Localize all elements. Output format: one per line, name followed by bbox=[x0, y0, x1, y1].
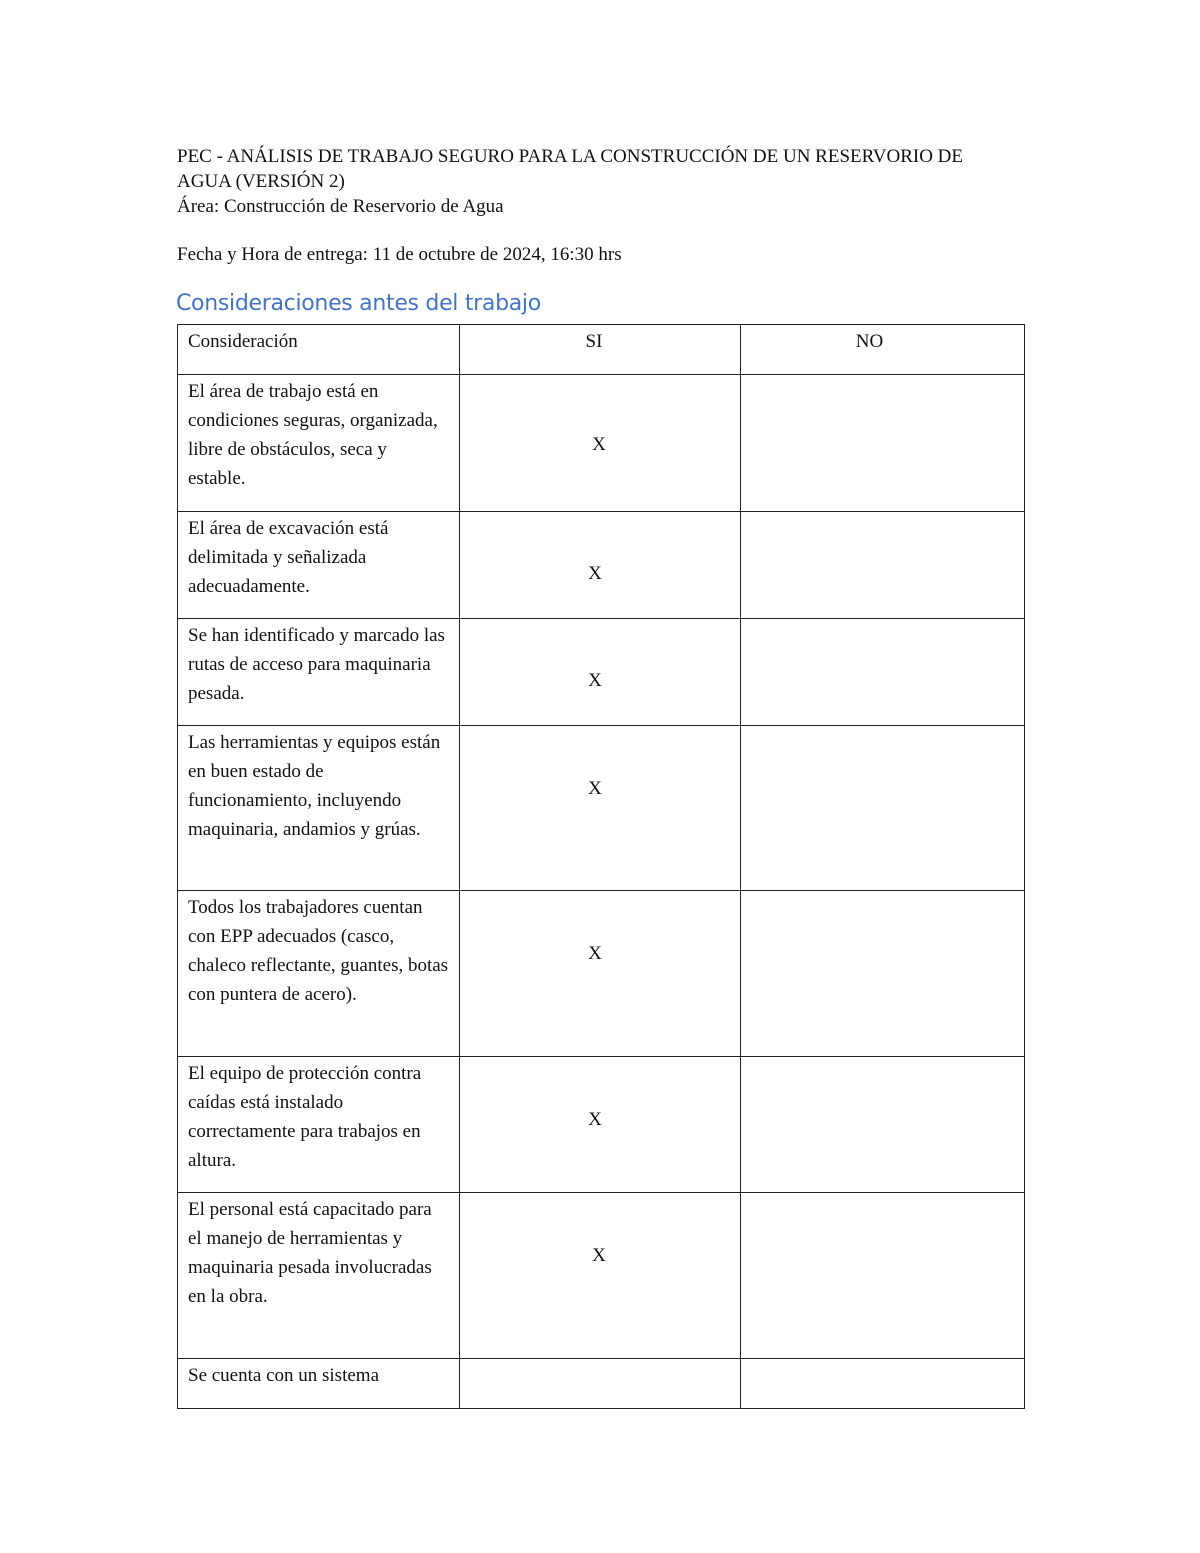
header-si: SI bbox=[460, 325, 741, 375]
si-cell bbox=[460, 726, 741, 891]
si-cell bbox=[460, 891, 741, 1057]
consideration-cell: Se cuenta con un sistema bbox=[178, 1359, 460, 1409]
table-row bbox=[178, 375, 1025, 512]
no-cell bbox=[741, 512, 1025, 619]
no-cell bbox=[741, 1359, 1025, 1409]
si-cell bbox=[460, 512, 741, 619]
no-cell bbox=[741, 619, 1025, 726]
si-mark: X bbox=[592, 433, 606, 455]
si-cell bbox=[460, 619, 741, 726]
table-row bbox=[178, 1359, 1025, 1409]
si-cell bbox=[460, 375, 741, 512]
document-header bbox=[177, 144, 1017, 219]
table-row bbox=[178, 1057, 1025, 1193]
no-cell bbox=[741, 891, 1025, 1057]
si-mark: X bbox=[588, 669, 602, 691]
si-mark: X bbox=[588, 1109, 602, 1130]
si-cell bbox=[460, 1057, 741, 1193]
considerations-table bbox=[177, 324, 1025, 1409]
no-cell bbox=[741, 726, 1025, 891]
consideration-cell: El personal está capacitado para el manejo de herramientas y maquinaria pesada involucradas en la obra. bbox=[178, 1193, 460, 1359]
table-row bbox=[178, 891, 1025, 1057]
si-mark: X bbox=[588, 562, 602, 584]
table-row bbox=[178, 512, 1025, 619]
no-cell bbox=[741, 375, 1025, 512]
header-consideration: Consideración bbox=[178, 325, 460, 375]
document-title-line-1: PEC - ANÁLISIS DE TRABAJO SEGURO PARA LA CONSTRUCCIÓN DE UN RESERVORIO DE bbox=[177, 146, 964, 167]
si-cell bbox=[460, 1193, 741, 1359]
consideration-cell: El equipo de protección contra caídas está instalado correctamente para trabajos en altura. bbox=[178, 1057, 460, 1193]
consideration-cell: Las herramientas y equipos están en buen estado de funcionamiento, incluyendo maquinaria, andamios y grúas. bbox=[178, 726, 460, 891]
header-no: NO bbox=[741, 325, 1025, 375]
consideration-cell: Se han identificado y marcado las rutas de acceso para maquinaria pesada. bbox=[178, 619, 460, 726]
consideration-cell: El área de trabajo está en condiciones seguras, organizada, libre de obstáculos, seca y estable. bbox=[178, 375, 460, 512]
si-mark: X bbox=[588, 943, 602, 964]
section-heading: Consideraciones antes del trabajo bbox=[176, 291, 541, 316]
si-mark: X bbox=[592, 1245, 606, 1266]
si-cell bbox=[460, 1359, 741, 1409]
document-area: Área: Construcción de Reservorio de Agua bbox=[177, 196, 504, 217]
consideration-cell: El área de excavación está delimitada y señalizada adecuadamente. bbox=[178, 512, 460, 619]
no-cell bbox=[741, 1057, 1025, 1193]
consideration-cell: Todos los trabajadores cuentan con EPP adecuados (casco, chaleco reflectante, guantes, botas con puntera de acero). bbox=[178, 891, 460, 1057]
table-row bbox=[178, 726, 1025, 891]
no-cell bbox=[741, 1193, 1025, 1359]
table-row bbox=[178, 619, 1025, 726]
document-title-line-2: AGUA (VERSIÓN 2) bbox=[177, 171, 345, 192]
table-header-row bbox=[178, 325, 1025, 375]
table-row bbox=[178, 1193, 1025, 1359]
delivery-date: Fecha y Hora de entrega: 11 de octubre de 2024, 16:30 hrs bbox=[177, 244, 622, 265]
si-mark: X bbox=[588, 778, 602, 799]
